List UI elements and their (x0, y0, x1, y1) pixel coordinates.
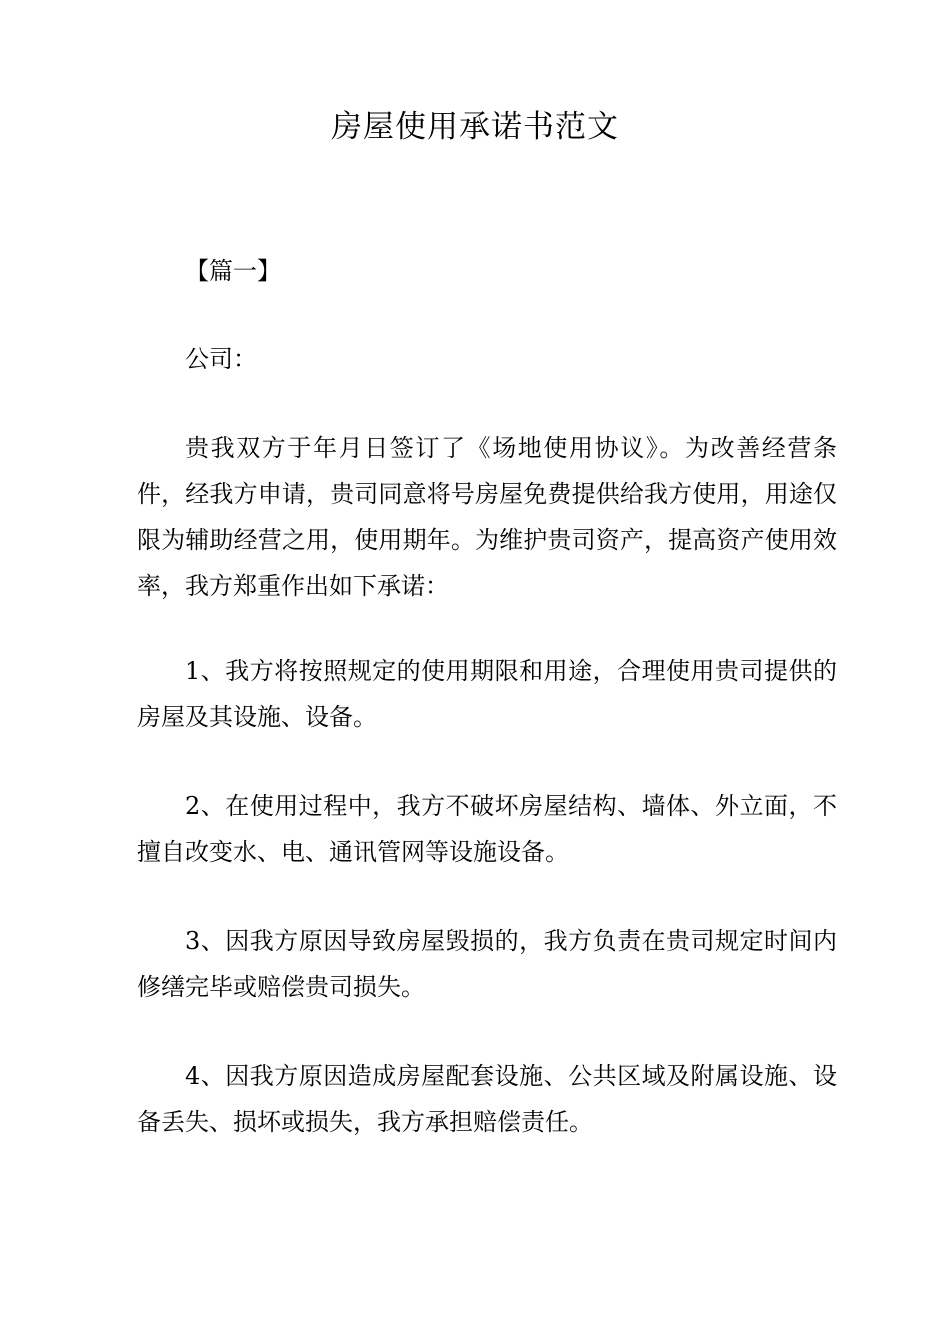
document-title: 房屋使用承诺书范文 (331, 109, 619, 145)
intro-paragraph: 贵我双方于年月日签订了《场地使用协议》。为改善经营条件，经我方申请，贵司同意将号房屋免费提供给我方使用，用途仅限为辅助经营之用，使用期年。为维护贵司资产，提高资产使用效率，我方郑重作出如下承诺： (137, 434, 837, 600)
commitment-item-1: 1、我方将按照规定的使用期限和用途，合理使用贵司提供的房屋及其设施、设备。 (137, 657, 837, 731)
addressee-line: 公司： (185, 345, 257, 373)
commitment-item-4: 4、因我方原因造成房屋配套设施、公共区域及附属设施、设备丢失、损坏或损失，我方承担赔偿责任。 (137, 1062, 837, 1136)
section-label: 【篇一】 (185, 257, 281, 285)
commitment-item-3: 3、因我方原因导致房屋毁损的，我方负责在贵司规定时间内修缮完毕或赔偿贵司损失。 (137, 927, 837, 1001)
commitment-item-2: 2、在使用过程中，我方不破坏房屋结构、墙体、外立面，不擅自改变水、电、通讯管网等设施设备。 (137, 792, 837, 866)
